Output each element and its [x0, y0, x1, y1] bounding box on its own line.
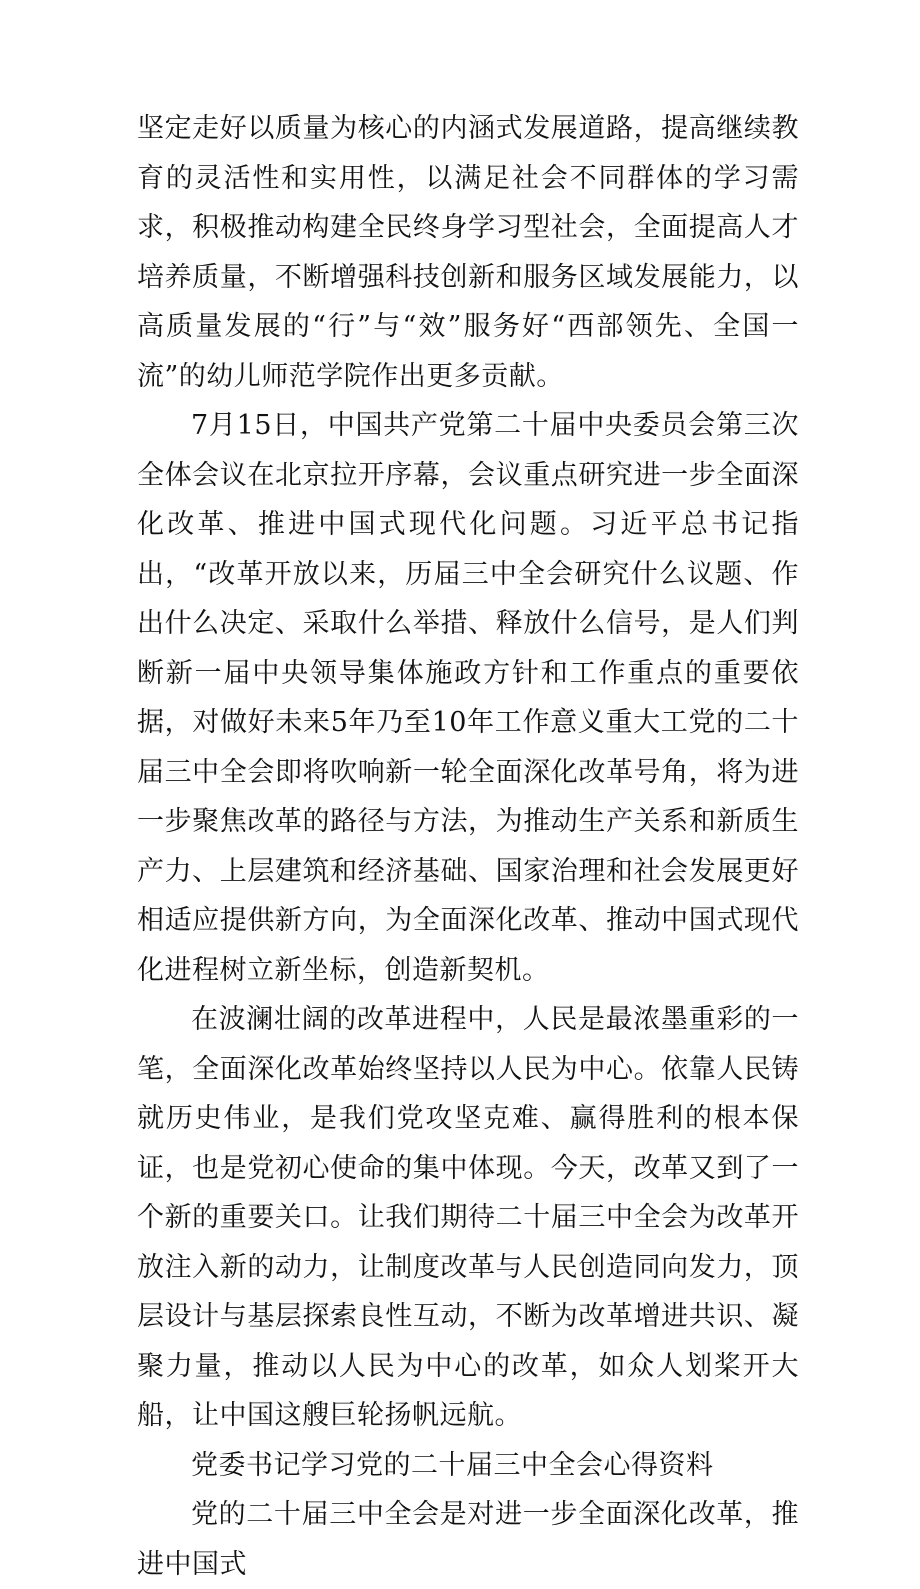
paragraph-third-plenum-opening: 7月15日，中国共产党第二十届中央委员会第三次全体会议在北京拉开序幕，会议重点研究进一步全面深化改革、推进中国式现代化问题。习近平总书记指出，“改革开放以来，历届三中全会研究什么议题、作出什么决定、采取什么举措、释放什么信号，是人们判断新一届中央领导集体施政方针和工作重点的重要依据，对做好未来5年乃至10年工作意义重大工党的二十届三中全会即将吹响新一轮全面深化改革号角，将为进一步聚焦改革的路径与方法，为推动生产关系和新质生产力、上层建筑和经济基础、国家治理和社会发展更好相适应提供新方向，为全面深化改革、推动中国式现代化进程树立新坐标，创造新契机。 — [137, 410, 799, 986]
paragraph-people-centered-reform: 在波澜壮阔的改革进程中，人民是最浓墨重彩的一笔，全面深化改革始终坚持以人民为中心。依靠人民铸就历史伟业，是我们党攻坚克难、赢得胜利的根本保证，也是党初心使命的集中体现。今天，改革又到了一个新的重要关口。让我们期待二十届三中全会为改革开放注入新的动力，让制度改革与人民创造同向发力，顶层设计与基层探索良性互动，不断为改革增进共识、凝聚力量，推动以人民为中心的改革，如众人划桨开大船，让中国这艘巨轮扬帆远航。 — [137, 1004, 799, 1431]
section-title: 党委书记学习党的二十届三中全会心得资料 — [191, 1449, 714, 1481]
document-body — [137, 104, 799, 1589]
paragraph-continuation: 坚定走好以质量为核心的内涵式发展道路，提高继续教育的灵活性和实用性，以满足社会不同群体的学习需求，积极推动构建全民终身学习型社会，全面提高人才培养质量，不断增强科技创新和服务区域发展能力，以高质量发展的“行”与“效”服务好“西部领先、全国一流”的幼儿师范学院作出更多贡献。 — [137, 113, 799, 392]
paragraph-section-start: 党的二十届三中全会是对进一步全面深化改革，推进中国式 — [137, 1499, 799, 1580]
